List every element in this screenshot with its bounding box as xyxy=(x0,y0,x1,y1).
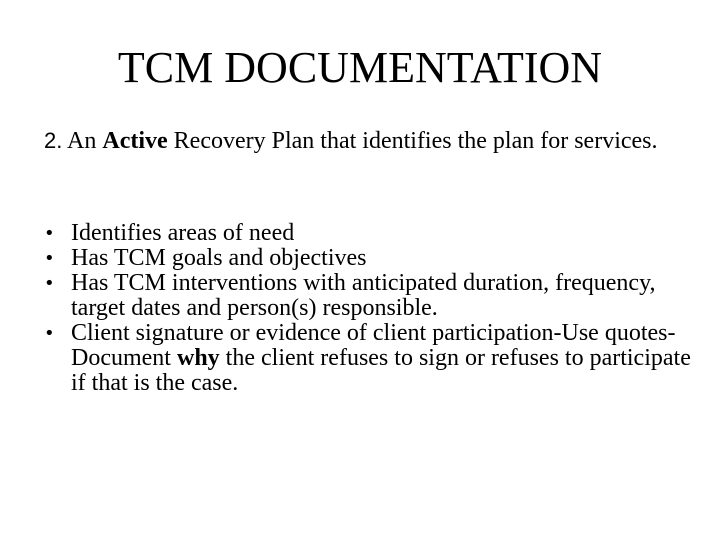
intro-paragraph xyxy=(44,128,684,154)
bullet-item xyxy=(44,321,694,396)
bullet-dot-icon: • xyxy=(44,248,55,269)
bullet-item xyxy=(44,271,694,321)
bullet-dot-icon: • xyxy=(44,273,55,294)
bullet-item xyxy=(44,221,694,246)
bullet-text: Has TCM goals and objectives xyxy=(71,245,367,271)
intro-number: 2. xyxy=(44,128,63,153)
intro-bold-word: Active xyxy=(102,128,168,154)
intro-text-before: An xyxy=(62,128,103,154)
bullet-text: Identifies areas of need xyxy=(71,220,295,246)
bullet-bold-word: why xyxy=(176,345,220,371)
slide-title: TCM DOCUMENTATION xyxy=(117,43,603,92)
bullet-text-after: the client refuses to sign or refuses to participate if that is the case. xyxy=(71,345,691,396)
bullet-item xyxy=(44,246,694,271)
bullet-text: Has TCM interventions with anticipated duration, frequency, target dates and person(s) responsible. xyxy=(71,270,656,321)
bullet-dot-icon: • xyxy=(44,323,55,344)
bullet-text-before: Client signature or evidence of client participation-Use quotes- Document xyxy=(71,320,676,371)
bullet-dot-icon: • xyxy=(44,223,55,244)
intro-text-after: Recovery Plan that identifies the plan for services. xyxy=(167,128,658,154)
bullet-list xyxy=(44,221,694,396)
